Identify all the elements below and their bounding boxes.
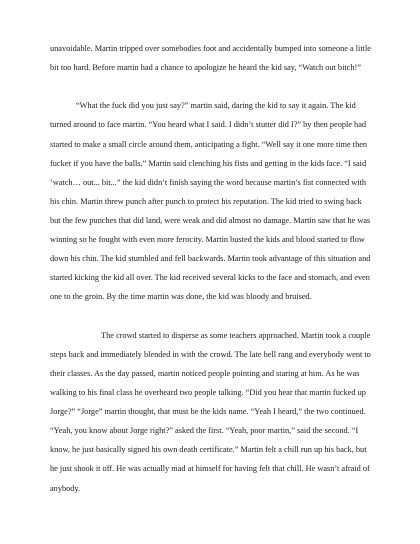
text-line: he just shook it off. He was actually mad at himself for having felt that chill. He wasn’t afraid of — [50, 464, 370, 474]
text-line: started to make a small circle around them, anticipating a fight. “Well say it one more time then — [50, 139, 368, 149]
text-line: but the few punches that did land, were weak and did almost no damage. Martin saw that he was — [50, 215, 371, 225]
blank-line — [50, 77, 380, 96]
text-line: “Yeah, you know about Jorge right?” asked the first. “Yeah, poor martin,” said the second. “I — [50, 426, 359, 436]
text-line: down his chin. The kid stumbled and fell backwards. Martin took advantage of this situation and — [50, 254, 371, 264]
blank-line — [50, 307, 380, 326]
text-line: started kicking the kid all over. The kid received several kicks to the face and stomach, and even — [50, 273, 370, 283]
text-line: bit too hard. Before martin had a chance to apologize he heard the kid say, “Watch out bitch!” — [50, 63, 361, 73]
paragraph-first-line: “What the fuck did you just say?” martin said, daring the kid to say it again. The kid — [76, 101, 356, 111]
text-line: steps back and immediately blended in with the crowd. The late bell rang and everybody went to — [50, 349, 371, 359]
text-line: winning so he fought with even more ferocity. Martin busted the kids and blood started to flow — [50, 235, 365, 245]
text-line: unavoidable. Martin tripped over somebodies foot and accidentally bumped into someone a little — [50, 44, 371, 53]
text-line: Jorge?” “Jorge” martin thought, that must be the kids name. “Yeah I heard,” the two continued. — [50, 407, 366, 417]
body-text — [50, 39, 380, 498]
text-line: fucker if you have the balls.” Martin said clenching his fists and getting in the kids face. “I said — [50, 158, 367, 168]
text-line: anybody. — [50, 483, 81, 493]
text-line: their classes. As the day passed, martin noticed people pointing and staring at him. As he was — [50, 368, 360, 378]
text-line: one to the groin. By the time martin was done, the kid was bloody and bruised. — [50, 292, 312, 302]
paragraph-first-line: The crowd started to disperse as some teachers approached. Martin took a couple — [101, 330, 371, 340]
text-line: his chin. Martin threw punch after punch to protect his reputation. The kid tried to swing back — [50, 196, 362, 206]
text-line: know, he just basically signed his own death certificate.” Martin felt a chill run up his back, but — [50, 445, 367, 455]
text-line: walking to his final class he overheard two people talking. “Did you hear that martin fucked up — [50, 387, 366, 397]
text-line: turned around to face martin. “You heard what I said. I didn’t stutter did I?” by then people had — [50, 120, 367, 130]
text-line: ‘watch… out... bit...” the kid didn’t finish saying the word because martin’s fist connected with — [50, 177, 366, 187]
